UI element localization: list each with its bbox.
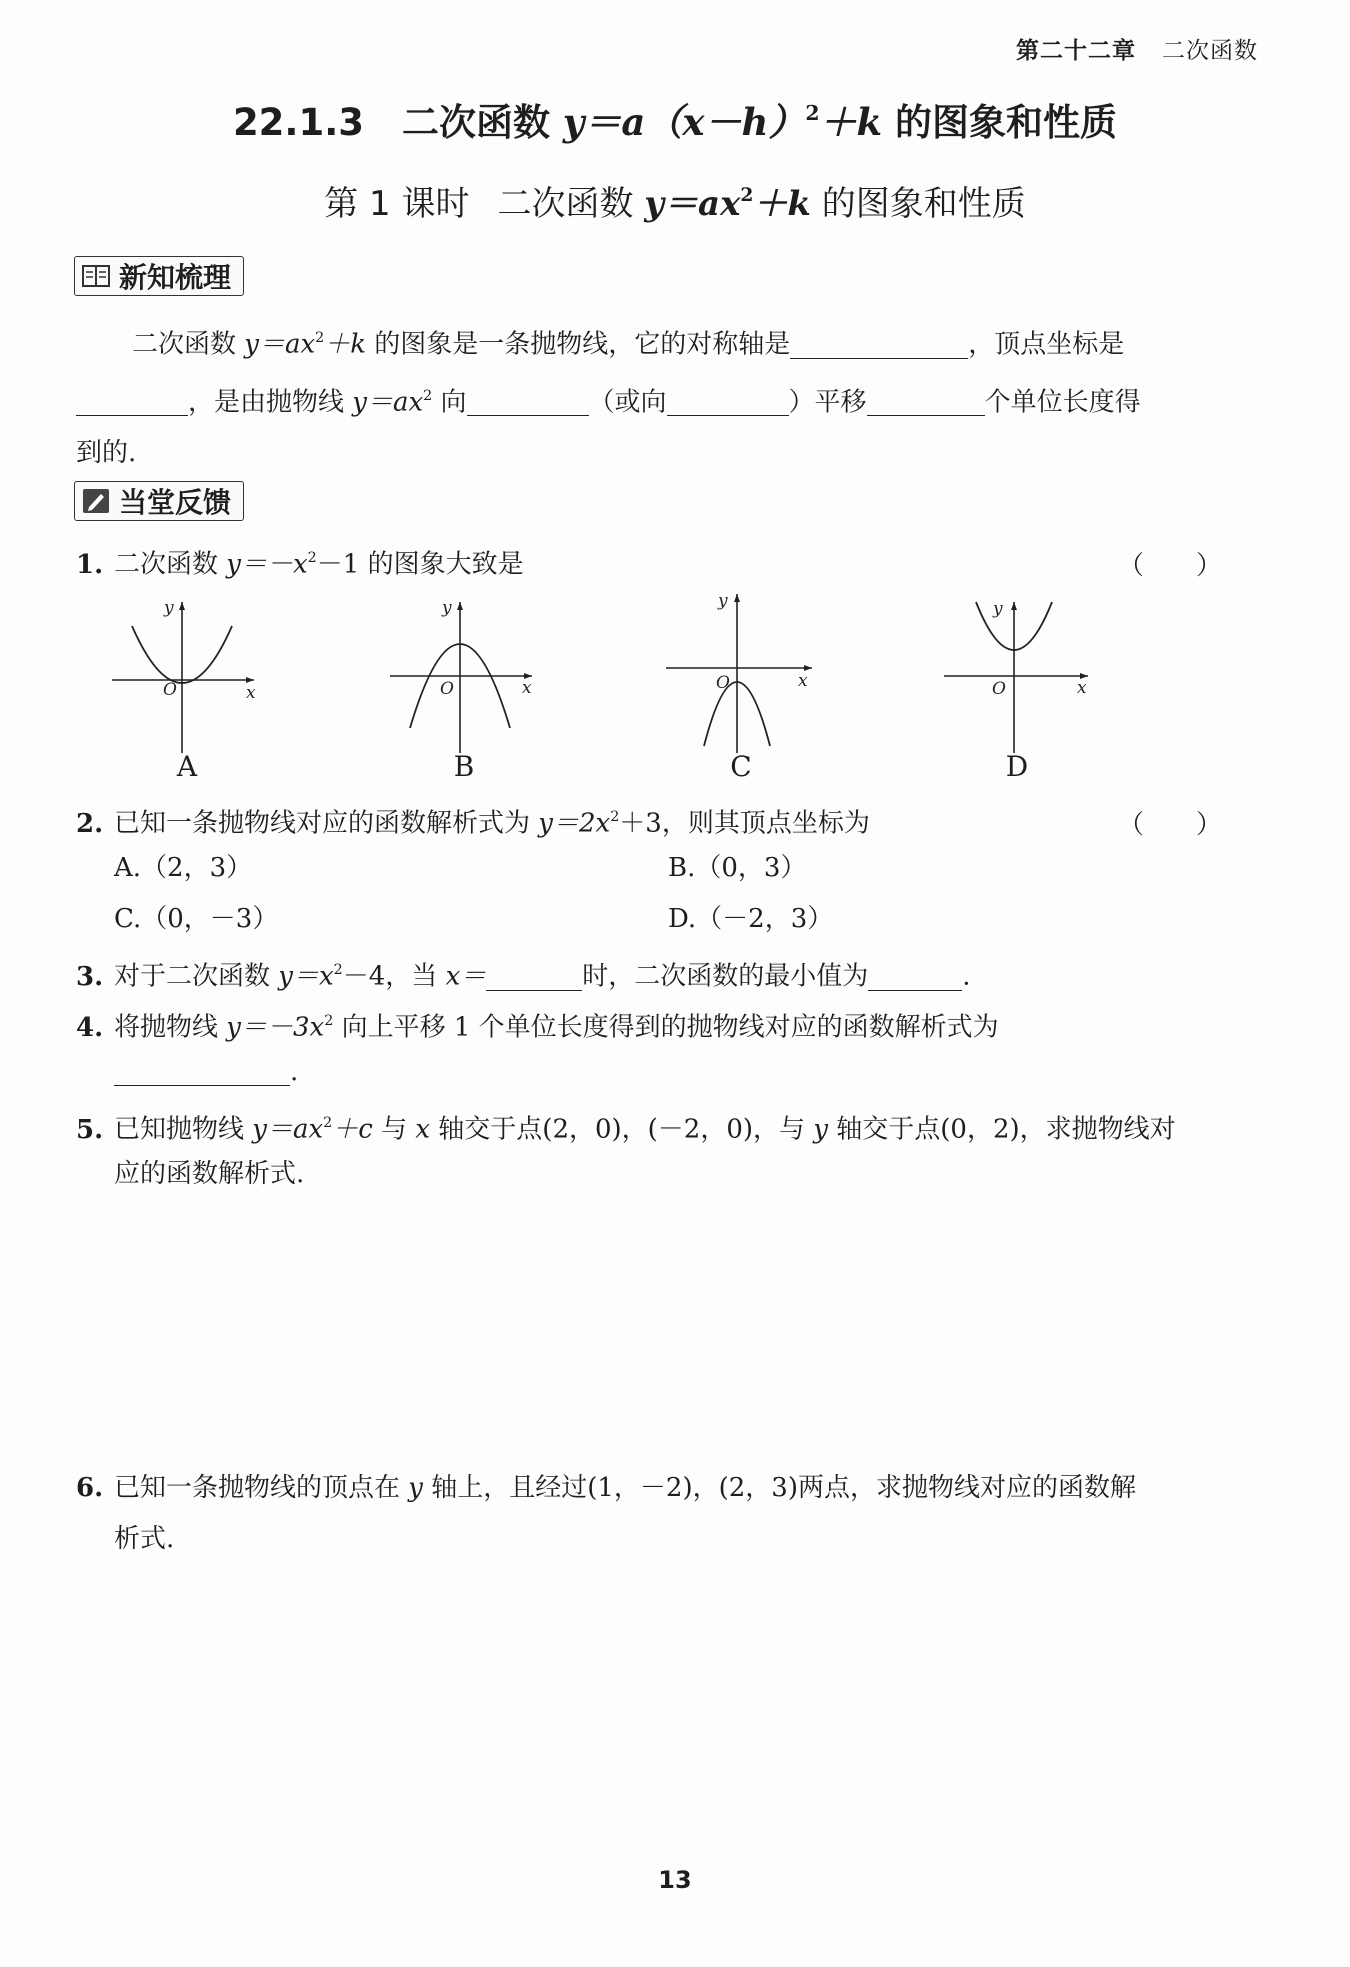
lesson-subtitle: [0, 176, 1350, 225]
graph-c[interactable]: [666, 591, 812, 753]
answer-paren-2[interactable]: （ ）: [1117, 810, 1222, 840]
graph-d[interactable]: [944, 599, 1088, 753]
graph-a[interactable]: [112, 598, 256, 753]
title-suffix: 的图象和性质: [895, 101, 1118, 144]
svg-text:O: O: [716, 673, 730, 693]
question-4: 4. 将抛物线 $y=-3x^2$ 向上平移 1 个单位长度得到的抛物线对应的函数解析式为: [76, 1012, 999, 1043]
q4-answer-line: .: [114, 1047, 514, 1098]
question-6: 6. 已知一条抛物线的顶点在 y 轴上，且经过(1，－2)，(2，3)两点，求抛物线对应的函数解: [76, 1473, 1136, 1503]
blank-x-value[interactable]: [486, 960, 582, 991]
page-number: 13: [658, 1866, 692, 1894]
q2-option-a[interactable]: A.（2，3）: [114, 853, 253, 883]
section-knowledge-header: [74, 256, 244, 296]
svg-text:y: y: [164, 598, 174, 618]
option-label-d: D: [1005, 750, 1029, 783]
svg-text:O: O: [163, 680, 177, 700]
option-label-b: B: [453, 750, 475, 783]
blank-expression[interactable]: [114, 1055, 290, 1086]
option-label-c: C: [730, 750, 752, 783]
answer-area-5[interactable]: [114, 1205, 1214, 1460]
subtitle-text: 二次函数: [497, 184, 634, 224]
title-text: 二次函数: [402, 101, 551, 144]
book-icon: [81, 262, 111, 290]
subtitle-formula: $y=ax^2+k$: [644, 183, 811, 224]
svg-text:O: O: [992, 679, 1006, 699]
answer-area-6[interactable]: [114, 1570, 1214, 1840]
blank-units[interactable]: [867, 385, 985, 416]
svg-text:O: O: [440, 679, 454, 699]
question-2: 2. 已知一条抛物线对应的函数解析式为 $y=2x^2+3$，则其顶点坐标为: [76, 808, 870, 839]
blank-direction-alt[interactable]: [667, 385, 789, 416]
svg-text:x: x: [522, 678, 532, 698]
pencil-icon: [81, 487, 111, 515]
q2-option-c[interactable]: C.（0，－3）: [114, 904, 279, 934]
lesson-number: 第 1 课时: [324, 184, 470, 224]
section-feedback-label: 当堂反馈: [119, 486, 232, 519]
svg-text:y: y: [718, 591, 728, 611]
svg-text:y: y: [993, 599, 1003, 619]
svg-text:x: x: [1077, 678, 1087, 698]
title-formula: $y=a(x-h)^2+k$: [562, 100, 883, 144]
svg-text:y: y: [442, 598, 452, 618]
subtitle-suffix: 的图象和性质: [821, 184, 1026, 224]
question-1: 1. 二次函数 $y=-x^2-1$ 的图象大致是: [76, 549, 524, 580]
question-3: 3. 对于二次函数 $y=x^2-4$，当 x＝ 时，二次函数的最小值为 .: [76, 961, 971, 992]
graph-b[interactable]: [390, 598, 532, 753]
chapter-label: 第二十二章: [1016, 38, 1136, 64]
blank-direction[interactable]: [467, 385, 589, 416]
section-number: 22.1.3: [232, 101, 365, 144]
question-5-line2: 应的函数解析式.: [114, 1159, 305, 1189]
blank-min-value[interactable]: [868, 960, 962, 991]
q2-option-b[interactable]: B.（0，3）: [668, 853, 807, 883]
answer-paren-1[interactable]: （ ）: [1117, 551, 1222, 581]
question-6-line2: 析式.: [114, 1524, 175, 1554]
question-5: 5. 已知抛物线 $y=ax^2+c$ 与 x 轴交于点(2，0)，(－2，0)，与 y 轴交于点(0，2)，求抛物线对: [76, 1114, 1176, 1145]
blank-vertex[interactable]: [76, 385, 188, 416]
svg-text:x: x: [246, 683, 256, 703]
topic-label: 二次函数: [1162, 38, 1258, 64]
section-title: [0, 92, 1350, 146]
section-knowledge-label: 新知梳理: [119, 261, 232, 294]
section-feedback-header: [74, 481, 244, 521]
blank-axis[interactable]: [790, 328, 968, 359]
option-label-a: A: [176, 750, 198, 783]
q2-option-d[interactable]: D.（－2，3）: [668, 904, 834, 934]
svg-text:x: x: [798, 671, 808, 691]
knowledge-paragraph: 二次函数 $y=ax^2+k$ 的图象是一条抛物线，它的对称轴是 ，顶点坐标是 ，是由抛物线 $y=ax^2$ 向 （或向 ）平移 个单位长度得 到的.: [76, 329, 1141, 469]
running-header: [1016, 32, 1258, 65]
